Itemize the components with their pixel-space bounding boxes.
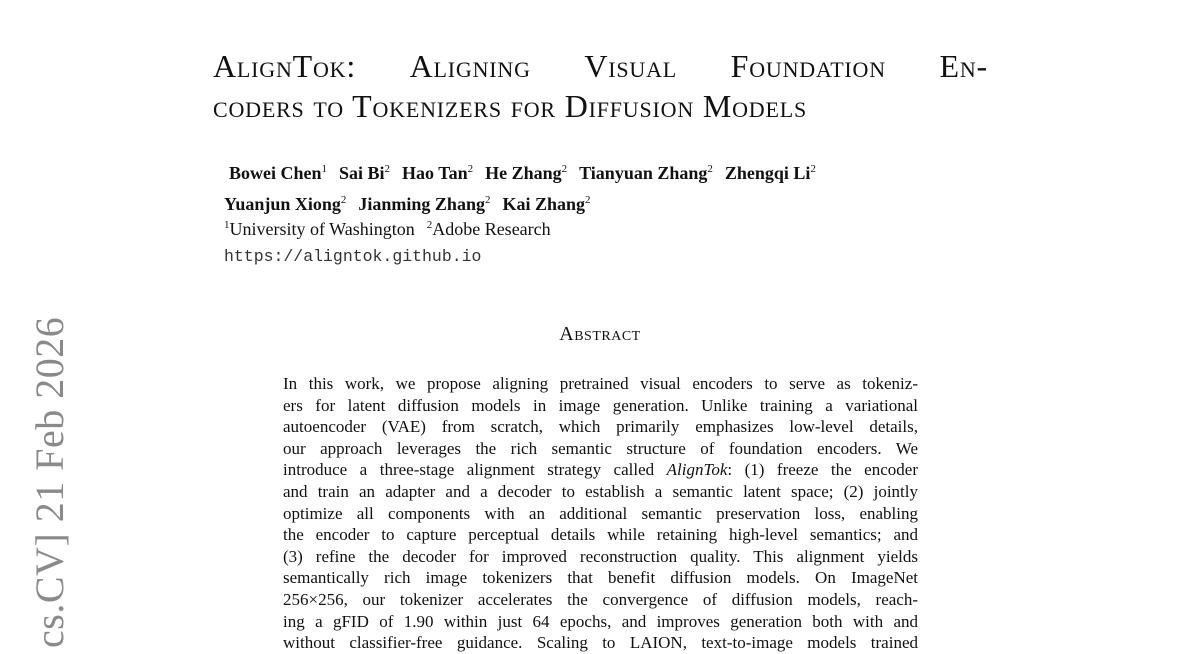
author [502,189,590,220]
title-word: Visual [584,48,678,84]
author-affiliation-mark: 2 [584,194,591,206]
author-name: Zhengqi Li [724,163,811,183]
author-name: Jianming Zhang [358,194,485,214]
author-affiliation-mark: 2 [384,163,391,175]
author-name: He Zhang [485,163,562,183]
title-word: AlignTok: [213,48,357,84]
abstract-line: In this work, we propose aligning pretrained visual encoders to serve as tokeniz- [283,374,918,393]
affiliation-name: Adobe Research [432,219,551,239]
abstract-line: ing a gFID of 1.90 within just 64 epochs, and improves generation both with and [283,611,918,631]
abstract-text: : (1) freeze the encoder [727,460,918,480]
author-affiliation-mark: 2 [707,163,713,175]
author-affiliation-mark: 2 [467,163,474,175]
abstract-line: the encoder to capture perceptual details while retaining high-level semantics; and [283,525,918,545]
author [224,189,346,220]
title-word: Aligning [409,48,531,84]
author [579,158,713,189]
author [485,158,567,189]
author-row-2 [224,189,828,220]
affiliation [427,219,551,240]
author-name: Kai Zhang [502,194,585,214]
author-name: Hao Tan [402,163,468,183]
abstract-line: ers for latent diffusion models in image generation. Unlike training a variational [283,395,918,415]
abstract-body [283,373,918,654]
affiliations [224,219,563,240]
author-list [224,158,828,220]
title-word: Foundation [730,48,886,84]
author-affiliation-mark: 2 [810,163,816,175]
author-name: Sai Bi [339,163,385,183]
author-name: Yuanjun Xiong [224,194,341,214]
project-url[interactable]: https://aligntok.github.io [224,247,482,266]
author-affiliation-mark: 2 [561,163,568,175]
title-line-2: coders to Tokenizers for Diffusion Models [213,88,807,124]
author [339,158,390,189]
affiliation-mark: 2 [426,219,433,231]
abstract-line: our approach leverages the rich semantic structure of foundation encoders. We [283,438,918,458]
method-name: AlignTok [666,460,728,480]
title-line-1 [213,46,988,86]
abstract-line: (3) refine the decoder for improved reconstruction quality. This alignment yields [283,546,918,566]
affiliation [224,219,415,240]
abstract-text: introduce a three-stage alignment strategy called [283,460,667,480]
abstract-line: and train an adapter and a decoder to establish a semantic latent space; (2) jointly [283,481,918,501]
author-name: Bowei Chen [229,163,322,183]
author-row-1 [224,158,828,189]
abstract-line [283,459,918,481]
author [402,158,473,189]
author [229,158,327,189]
abstract-line: 256×256, our tokenizer accelerates the convergence of diffusion models, reach- [283,589,918,609]
abstract-line: autoencoder (VAE) from scratch, which primarily emphasizes low-level details, [283,417,918,437]
abstract-line: optimize all components with an additional semantic preservation loss, enabling [283,503,918,523]
arxiv-side-stamp: cs.CV] 21 Feb 2026 [27,316,72,648]
author-affiliation-mark: 1 [321,163,328,175]
author-affiliation-mark: 2 [340,194,347,206]
author-affiliation-mark: 2 [484,194,491,206]
abstract-line: without classifier-free guidance. Scaling to LAION, text-to-image models trained [283,633,918,653]
affiliation-mark: 1 [224,219,230,231]
affiliation-name: University of Washington [229,219,415,239]
abstract-heading: Abstract [559,323,641,345]
abstract-line: semantically rich image tokenizers that benefit diffusion models. On ImageNet [283,568,918,588]
author [725,158,816,189]
title-word: En- [939,48,988,84]
author [358,189,490,220]
author-name: Tianyuan Zhang [579,163,708,183]
paper-title [213,46,993,126]
